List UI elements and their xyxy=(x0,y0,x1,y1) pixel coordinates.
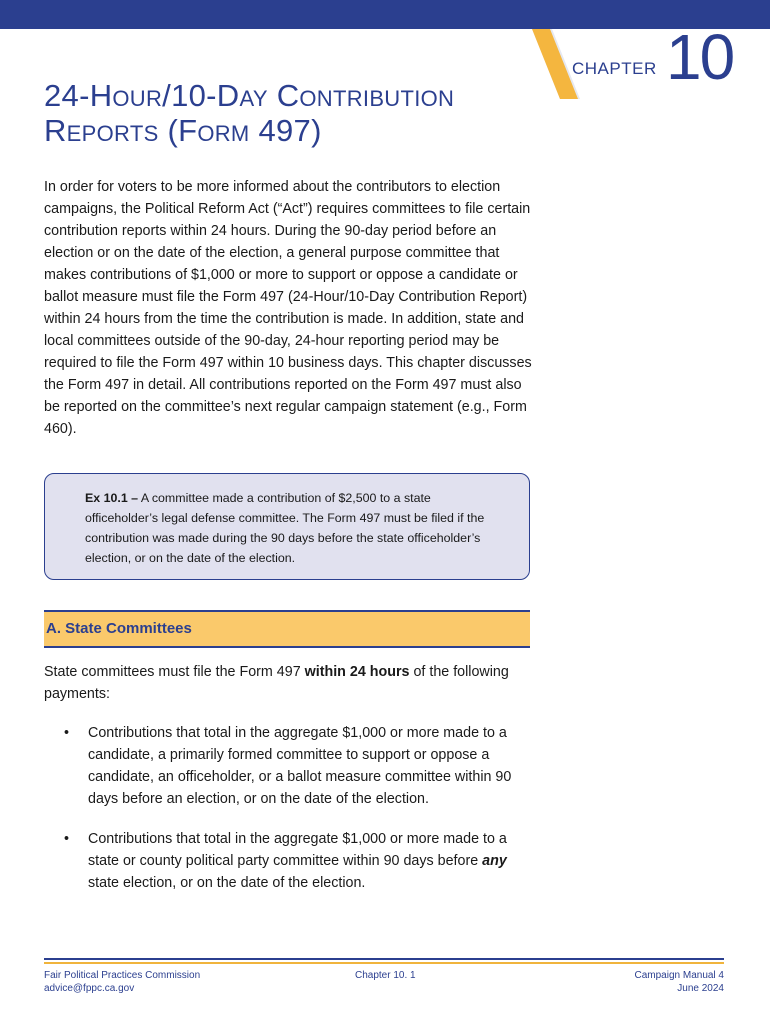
chapter-label: CHAPTER xyxy=(572,59,657,78)
section-header xyxy=(44,610,530,648)
footer-right xyxy=(635,969,725,995)
section-intro-bold: within 24 hours xyxy=(304,664,410,680)
footer-rule-blue xyxy=(44,958,724,960)
footer-left xyxy=(44,969,200,995)
page-title-line-2: Reports (Form 497) xyxy=(44,113,322,148)
example-box xyxy=(44,473,530,580)
intro-paragraph: In order for voters to be more informed about the contributors to election campaigns, the Political Reform Act (“Act”) requires committees to file certain contribution reports within 24 hours. During the 90-day period before an election or on the date of the election, a general purpose committee that makes contributions of $1,000 or more to support or oppose a candidate or ballot measure must file the Form 497 (24-Hour/10-Day Contribution Report) within 24 hours from the time the contribution is made. In addition, state and local committees outside of the 90-day, 24-hour reporting period may be required to file the Form 497 within 10 business days. This chapter discusses the Form 497 in detail. All contributions reported on the Form 497 must also be reported on the committee’s next regular campaign statement (e.g., Form 460). xyxy=(44,179,532,437)
page-title xyxy=(44,78,534,148)
footer-date: June 2024 xyxy=(677,983,724,994)
example-text xyxy=(85,488,505,568)
bullet-dot: • xyxy=(64,725,70,741)
bullet-item-2 xyxy=(44,828,534,894)
footer-rule-gold xyxy=(44,962,724,964)
bullet-text-1: Contributions that total in the aggregate $1,000 or more made to a candidate, a primarily formed committee to support or oppose a candidate, an officeholder, or a ballot measure committee within 90 days before an election, or on the date of the election. xyxy=(88,725,512,807)
footer-manual-title: Campaign Manual 4 xyxy=(634,970,724,981)
footer-page-number: Chapter 10. 1 xyxy=(355,970,416,981)
bullet-text-2-before: Contributions that total in the aggregate $1,000 or more made to a state or county political party committee within 90 days before xyxy=(88,831,507,869)
bullet-text-2-emphasis: any xyxy=(482,853,507,869)
top-header-band xyxy=(0,0,770,29)
bullet-text-2-after: state election, or on the date of the election. xyxy=(88,875,366,891)
page-title-line-1: 24-Hour/10-Day Contribution xyxy=(44,78,455,113)
example-body: A committee made a contribution of $2,500 to a state officeholder’s legal defense committee. The Form 497 must be filed if the contribution was made during the 90 days before the state officeholder’s election, or on the date of the election. xyxy=(85,491,485,565)
example-label: Ex 10.1 – xyxy=(85,491,139,505)
footer-email-link[interactable]: advice@fppc.ca.gov xyxy=(44,983,135,994)
bullet-dot: • xyxy=(64,831,70,847)
bullet-list xyxy=(44,722,534,912)
footer-organization: Fair Political Practices Commission xyxy=(44,970,201,981)
section-title: A. State Committees xyxy=(46,620,192,637)
section-intro xyxy=(44,661,530,705)
chapter-tab xyxy=(532,21,770,99)
bullet-item-1 xyxy=(44,722,534,810)
chapter-number: 10 xyxy=(666,21,734,93)
section-intro-part-1: State committees must file the Form 497 xyxy=(44,664,305,680)
section-intro-part-2: of the following payments: xyxy=(44,664,509,702)
